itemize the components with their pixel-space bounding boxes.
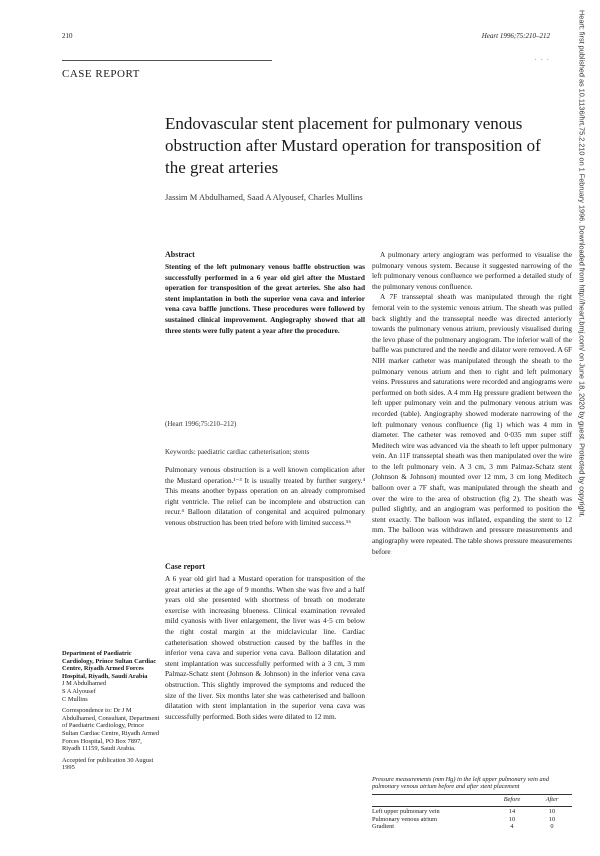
section-label: CASE REPORT	[62, 68, 140, 80]
correspondence: Correspondence to: Dr J M Abdulhamed, Consultant, Department of Paediatric Cardiology, Prince Sultan Cardiac Centre, Riyadh Armed Forces Hospital, PO Box 7897, Riyadh 11159, Saudi Arabia.	[62, 707, 160, 753]
table-rule	[372, 806, 572, 807]
value-before: 14	[508, 808, 516, 816]
value-before: 4	[510, 823, 514, 831]
right-paragraph-1: A pulmonary artery angiogram was performed to visualise the pulmonary venous system. Because it suggested narrowing of the left pulmonary venous confluence we performed a detailed study of the pulmonary venous confluence.	[372, 250, 572, 291]
table-row	[372, 816, 572, 823]
column-after: After	[545, 795, 559, 803]
value-after: 10	[548, 808, 556, 816]
table-row	[372, 808, 572, 815]
abstract-paragraph: Stenting of the left pulmonary venous baffle obstruction was successfully performed in a 6 year old girl after the Mustard operation for transposition of the great arteries. She also had stent implantation in both the superior vena cava and inferior vena cava baffle junctions. These procedures were followed by sustained clinical improvement. Angiography showed that all three stents were fully patent a year after the procedure.	[165, 262, 365, 335]
column-before: Before	[503, 795, 521, 803]
intro-text	[165, 465, 365, 529]
table-caption: Pressure measurements (mm Hg) in the left upper pulmonary vein and pulmonary venous atrium before and after stent placement	[372, 776, 549, 791]
author-name: S A Alyousef	[62, 687, 96, 695]
abstract-text	[165, 262, 365, 336]
accepted-date: Accepted for publication 30 August 1995	[62, 756, 154, 772]
table-header-row	[372, 796, 572, 803]
row-label: Left upper pulmonary vein	[372, 808, 440, 816]
intro-paragraph: Pulmonary venous obstruction is a well known complication after the Mustard operation.¹⁻³ It is usually treated by further surgery.⁴ This means another bypass operation on an already compromised right ventricle. The relief can be incomplete and obstruction can recur.⁴ Balloon dilatation of congenital and acquired pulmonary venous obstruction has been tried before with limited success.⁵⁶	[165, 465, 365, 527]
keywords: Keywords: paediatric cardiac catheterisation; stents	[165, 448, 310, 456]
table-row	[372, 823, 572, 830]
case-report-text	[165, 574, 365, 722]
case-report-paragraph: A 6 year old girl had a Mustard operation for transposition of the great arteries at the age of 9 months. When she was five and a half years old she presented with shortness of breath on moderate exercise with increasing blueness. Clinical examination revealed mild cyanosis with liver enlargement, the liver was 4·5 cm below the right costal margin at the midclavicular line. Cardiac catheterisation showed obstruction caused by the baffles in the inferior vena cava and superior vena cava. Balloon dilatation and stent implantation was successfully performed with a 3 cm, 3 mm Palmaz-Schatz stent (Johnson & Johnson) in the inferior vena cava obstruction. This slightly improved the symptoms and reduced the size of the liver. Six months later she was catheterised and balloon dilatation with stent implantation in the superior vena cava was successfully performed. Both sides were dilated to 12 mm.	[165, 574, 365, 721]
value-after: 0	[550, 823, 554, 831]
author-name: J M Abdulhamed	[62, 680, 107, 688]
value-after: 10	[548, 815, 556, 823]
pressure-table	[372, 776, 572, 830]
journal-reference: Heart 1996;75:210–212	[481, 32, 550, 40]
right-paragraph-2: A 7F transseptal sheath was manipulated through the right femoral vein to the systemic venous atrium. The sheath was pulled back slightly and the transseptal needle was directed anteriorly towards the pulmonary venous atrium, previously visualised during the levo phase of the pulmonary angiogram. The inferior wall of the baffle was punctured and the needle and dilator were removed. A 6F NIH marker catheter was manipulated through the sheath to the pulmonary venous atrium and then to right and left pulmonary veins. Pressures and saturations were recorded and angiograms were performed on both sides. A 4 mm Hg pressure gradient between the left upper pulmonary vein and the pulmonary venous atrium was recorded (table). Angiography showed moderate narrowing of the left pulmonary venous confluence (fig 1) which was 4 mm in diameter. The catheter was removed and 0·035 mm super stiff Meditech wire was advanced via the sheath to left upper pulmonary vein. An 11F transseptal sheath was then manipulated over the wire to the left pulmonary vein. A 3 cm, 3 mm Palmaz-Schatz stent (Johnson & Johnson) mounted over 12 mm, 3 cm long Meditech balloon over a 7F shaft, was manipulated through the sheath and over the wire to the area of obstruction (fig 2). The sheath was pulled slightly, and an angiogram was performed to position the stent exactly. The balloon was inflated, expanding the stent to 12 mm. The balloon was withdrawn and pressure measurements and angiography were repeated. The table shows pressure measurements before	[372, 292, 572, 556]
page-number: 210	[62, 32, 73, 40]
case-report-heading: Case report	[165, 562, 206, 571]
header-rule	[62, 60, 272, 61]
value-before: 10	[508, 815, 516, 823]
download-notice	[576, 0, 588, 856]
article-title: Endovascular stent placement for pulmonary venous obstruction after Mustard operation for transposition of the great arteries	[165, 114, 541, 177]
abstract-heading: Abstract	[165, 250, 195, 259]
row-label: Gradient	[372, 823, 395, 831]
right-column-text	[372, 250, 572, 557]
table-rule	[372, 794, 572, 795]
author-list: Jassim M Abdulhamed, Saad A Alyousef, Charles Mullins	[165, 192, 363, 202]
download-notice-text: Heart: first published as 10.1136/hrt.75.2.210 on 1 February 1996. Downloaded from http://heart.bmj.com/ on June 18, 2020 by guest. Protected by copyright.	[577, 10, 587, 518]
row-label: Pulmonary venous atrium	[372, 815, 438, 823]
author-name: C Mullins	[62, 695, 88, 703]
affiliation-block	[62, 650, 160, 772]
citation: (Heart 1996;75:210–212)	[165, 420, 237, 428]
department: Department of Paediatric Cardiology, Prince Sultan Cardiac Centre, Riyadh Armed Forces Hospital, Riyadh, Saudi Arabia	[62, 650, 157, 680]
header-dots: · · ·	[534, 56, 550, 64]
